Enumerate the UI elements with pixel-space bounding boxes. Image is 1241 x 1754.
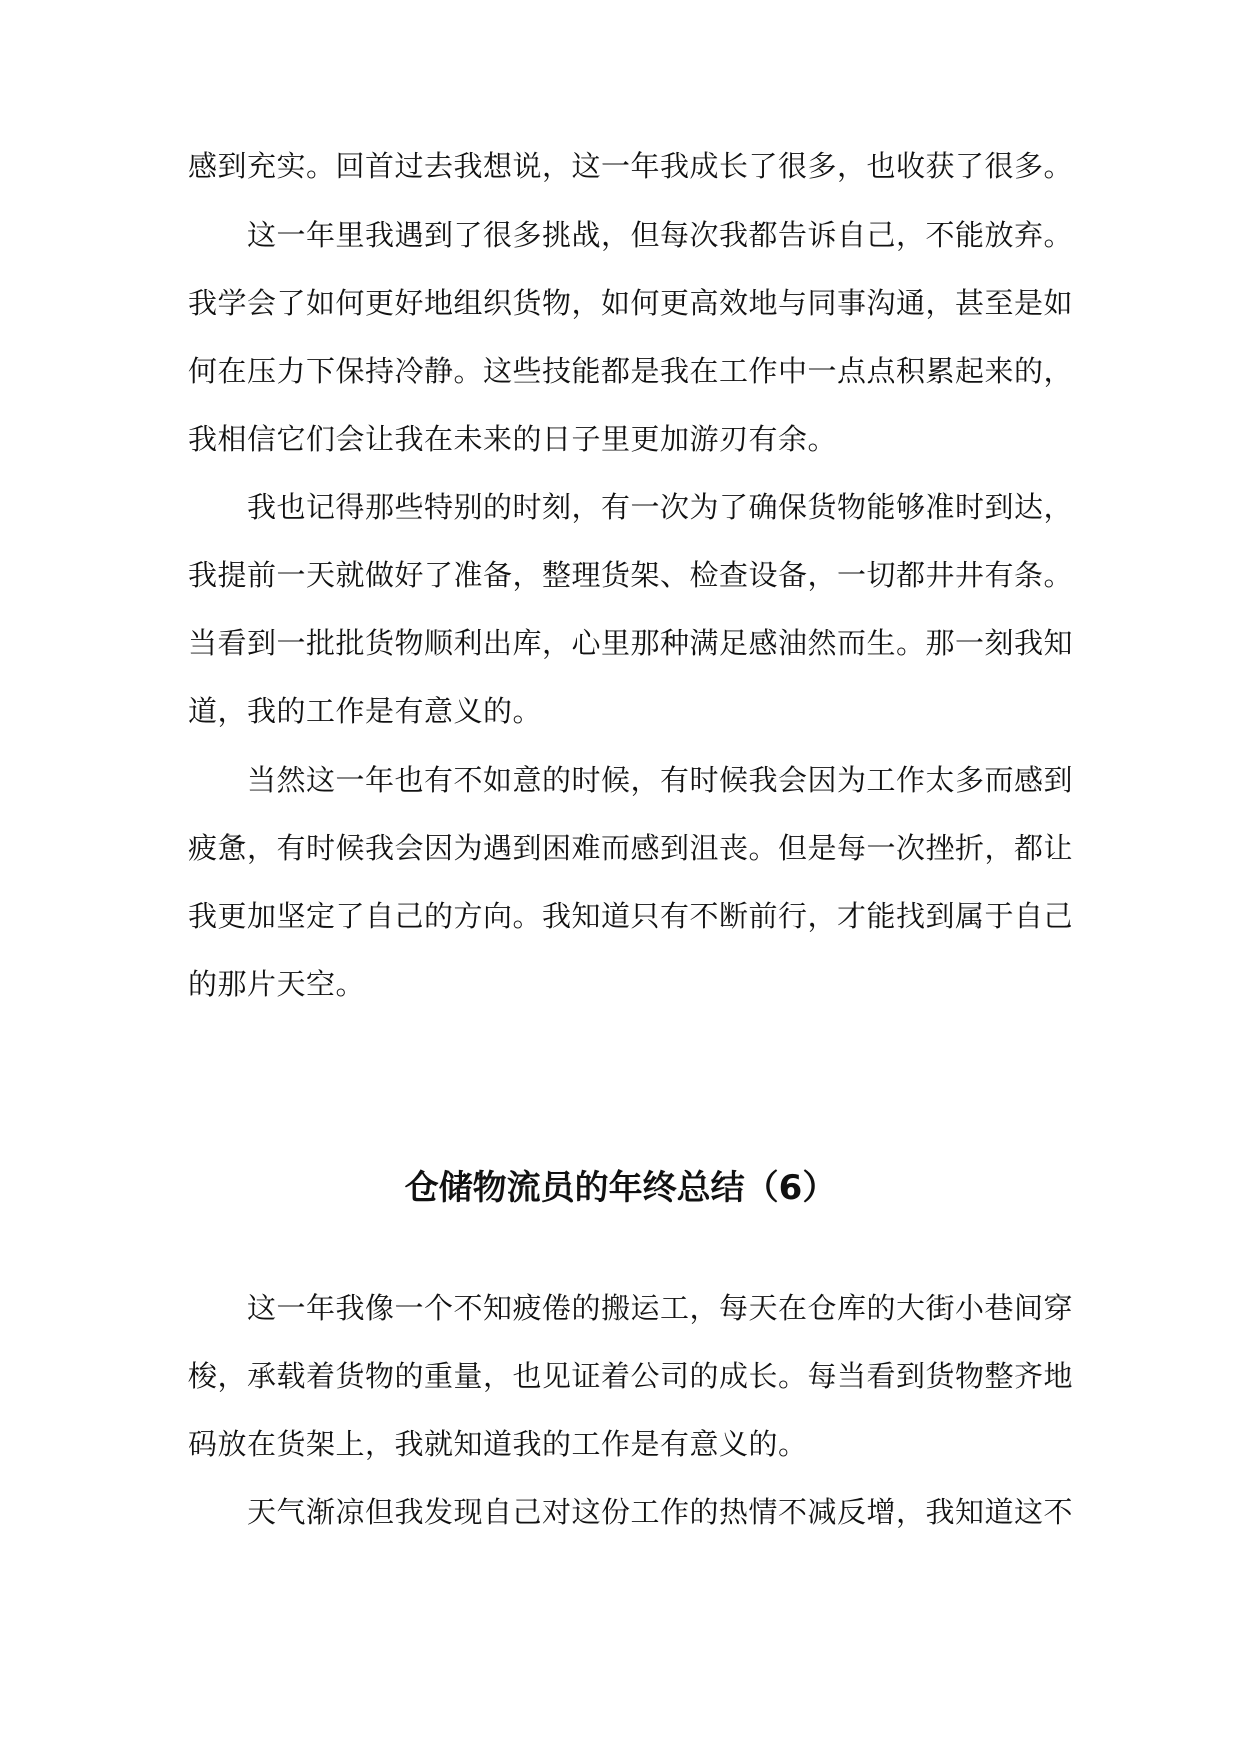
paragraph-line: 梭，承载着货物的重量，也见证着公司的成长。每当看到货物整齐地 bbox=[188, 1359, 1074, 1393]
paragraph-line: 疲惫，有时候我会因为遇到困难而感到沮丧。但是每一次挫折，都让 bbox=[188, 831, 1074, 865]
paragraph-line: 的那片天空。 bbox=[188, 967, 366, 1001]
paragraph-line: 码放在货架上，我就知道我的工作是有意义的。 bbox=[188, 1427, 808, 1461]
paragraph-line: 天气渐凉但我发现自己对这份工作的热情不减反增，我知道这不 bbox=[247, 1495, 1074, 1529]
paragraph-line: 道，我的工作是有意义的。 bbox=[188, 694, 543, 728]
paragraph-line: 这一年我像一个不知疲倦的搬运工，每天在仓库的大街小巷间穿 bbox=[247, 1291, 1074, 1325]
paragraph-line: 何在压力下保持冷静。这些技能都是我在工作中一点点积累起来的， bbox=[188, 354, 1074, 388]
paragraph-line: 这一年里我遇到了很多挑战，但每次我都告诉自己，不能放弃。 bbox=[247, 218, 1074, 252]
paragraph-line: 我也记得那些特别的时刻，有一次为了确保货物能够准时到达， bbox=[247, 490, 1074, 524]
paragraph-line: 我提前一天就做好了准备，整理货架、检查设备，一切都井井有条。 bbox=[188, 558, 1074, 592]
paragraph-line: 我学会了如何更好地组织货物，如何更高效地与同事沟通，甚至是如 bbox=[188, 286, 1074, 320]
paragraph-line: 当看到一批批货物顺利出库，心里那种满足感油然而生。那一刻我知 bbox=[188, 626, 1074, 660]
paragraph-line: 我更加坚定了自己的方向。我知道只有不断前行，才能找到属于自己 bbox=[188, 899, 1074, 933]
paragraph-line: 我相信它们会让我在未来的日子里更加游刃有余。 bbox=[188, 422, 838, 456]
section-heading: 仓储物流员的年终总结（6） bbox=[404, 1168, 837, 1208]
paragraph-line: 感到充实。回首过去我想说，这一年我成长了很多，也收获了很多。 bbox=[188, 149, 1074, 183]
paragraph-line: 当然这一年也有不如意的时候，有时候我会因为工作太多而感到 bbox=[247, 763, 1074, 797]
